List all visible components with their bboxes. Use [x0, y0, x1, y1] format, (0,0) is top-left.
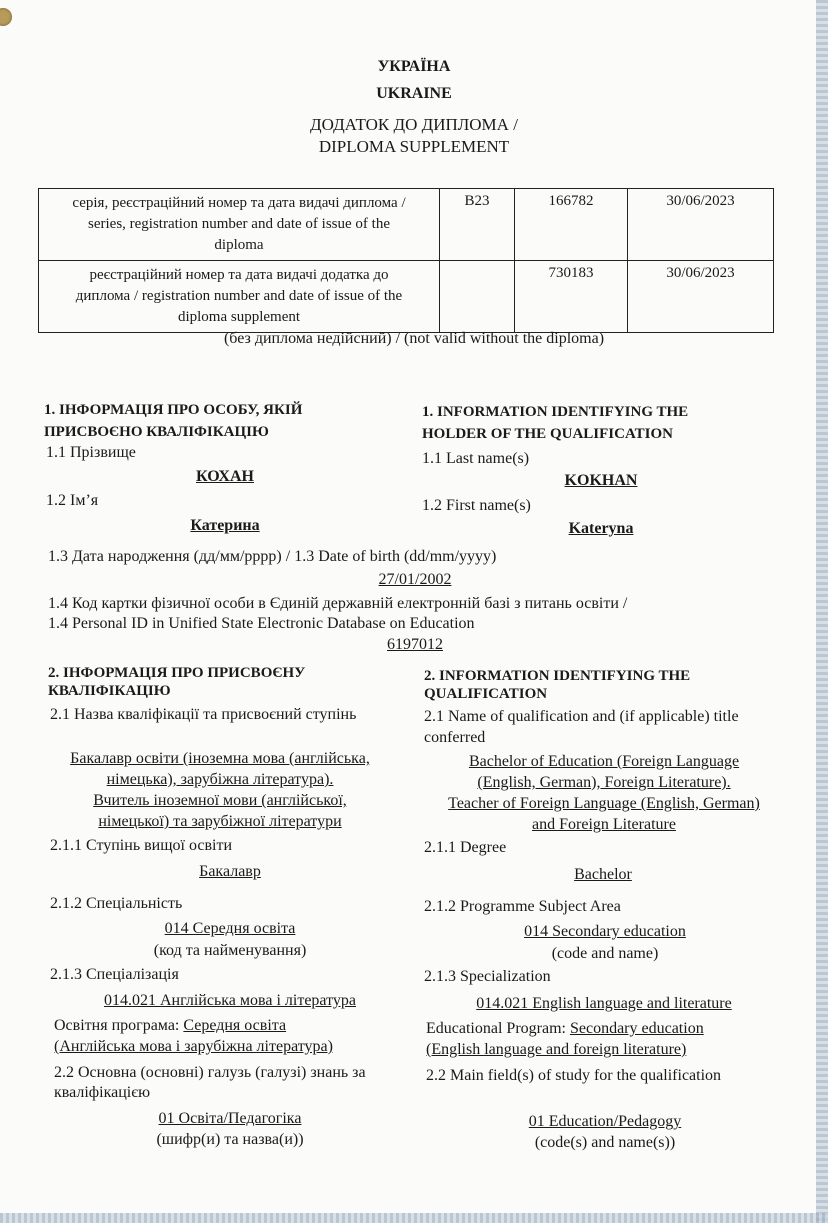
qual-en-line: (English, German), Foreign Literature). [477, 774, 731, 791]
table-cell-desc [39, 261, 440, 333]
program-value-en-1: Secondary education [569, 1020, 704, 1037]
section1-heading-uk-2: ПРИСВОЄНО КВАЛІФІКАЦІЮ [44, 424, 269, 440]
validity-note: (без диплома недійсний) / (not valid without the diploma) [223, 330, 605, 347]
country-en: UKRAINE [376, 85, 452, 102]
specialization-uk: 014.021 Англійська мова і література [104, 992, 356, 1009]
page-edge-right [816, 0, 828, 1223]
country-uk: УКРАЇНА [377, 58, 451, 75]
doc-title-uk: ДОДАТОК ДО ДИПЛОМА / [310, 115, 518, 134]
section2-heading-uk-2: КВАЛІФІКАЦІЮ [48, 683, 171, 699]
program-label-en: Educational Program: [426, 1020, 566, 1037]
qual-label-en-1: 2.1 Name of qualification and (if applicable) title [424, 708, 739, 725]
specialization-en: 014.021 English language and literature [476, 995, 732, 1012]
pid-label-2: 1.4 Personal ID in Unified State Electronic Database on Education [48, 615, 475, 632]
program-line-uk [54, 1017, 286, 1035]
desc-line: диплома / registration number and date of issue of the [75, 288, 403, 304]
qual-en-line: Bachelor of Education (Foreign Language [468, 753, 740, 770]
specialty-uk: 014 Середня освіта [164, 920, 296, 937]
desc-line: реєстраційний номер та дата видачі додатка до [89, 267, 389, 283]
table-cell-desc [39, 189, 440, 261]
qual-uk-line: Вчитель іноземної мови (англійської, [93, 792, 347, 809]
section2-heading-en-1: 2. INFORMATION IDENTIFYING THE [424, 668, 691, 684]
qual-label-uk: 2.1 Назва кваліфікації та присвоєний ступінь [50, 706, 357, 723]
section2-heading-uk-1: 2. ІНФОРМАЦІЯ ПРО ПРИСВОЄНУ [48, 665, 306, 681]
specialty-note-uk: (код та найменування) [153, 942, 307, 959]
doc-title-en: DIPLOMA SUPPLEMENT [318, 137, 510, 156]
qual-en-line: Teacher of Foreign Language (English, German) [448, 795, 760, 812]
table-cell-series: B23 [440, 189, 515, 261]
field-en: 01 Education/Pedagogy [528, 1113, 682, 1130]
program-value-en-2: (English language and foreign literature) [426, 1041, 687, 1058]
table-cell-number: 730183 [515, 261, 628, 333]
dob-label: 1.3 Дата народження (дд/мм/рррр) / 1.3 Date of birth (dd/mm/yyyy) [48, 548, 497, 565]
program-value-uk-1: Середня освіта [183, 1017, 287, 1034]
last-name-label-en: 1.1 Last name(s) [422, 450, 530, 467]
pid-label-1: 1.4 Код картки фізичної особи в Єдиній державній електронній базі з питань освіти / [48, 595, 628, 612]
qual-uk-line: німецької) та зарубіжної літератури [98, 813, 342, 830]
qual-uk-line: німецька), зарубіжна література). [106, 771, 334, 788]
degree-label-uk: 2.1.1 Ступінь вищої освіти [50, 837, 233, 854]
binding-hole [0, 8, 12, 26]
first-name-en: Kateryna [568, 520, 634, 537]
specialization-label-uk: 2.1.3 Спеціалізація [50, 966, 179, 983]
table-cell-date: 30/06/2023 [628, 261, 774, 333]
desc-line: diploma supplement [177, 309, 301, 325]
program-label-uk: Освітня програма: [54, 1017, 180, 1034]
field-label-en: 2.2 Main field(s) of study for the qualification [426, 1067, 722, 1084]
section2-heading-en-2: QUALIFICATION [424, 686, 548, 702]
last-name-uk: КОХАН [196, 468, 254, 485]
last-name-en: KOKHAN [564, 472, 638, 489]
field-note-en: (code(s) and name(s)) [534, 1134, 676, 1151]
qual-label-en-2: conferred [424, 729, 486, 746]
field-uk: 01 Освіта/Педагогіка [158, 1110, 302, 1127]
field-label-uk-1: 2.2 Основна (основні) галузь (галузі) знань за [54, 1064, 366, 1081]
table-cell-number: 166782 [515, 189, 628, 261]
desc-line: серія, реєстраційний номер та дата видачі диплома / [72, 195, 406, 211]
table-row [39, 189, 774, 261]
field-label-uk-2: кваліфікацією [54, 1084, 151, 1101]
last-name-label-uk: 1.1 Прізвище [46, 444, 136, 461]
program-value-uk-2: (Англійська мова і зарубіжна література) [54, 1038, 333, 1055]
table-cell-series [440, 261, 515, 333]
section1-heading-uk-1: 1. ІНФОРМАЦІЯ ПРО ОСОБУ, ЯКІЙ [44, 402, 303, 418]
specialty-label-en: 2.1.2 Programme Subject Area [424, 898, 621, 915]
field-note-uk: (шифр(и) та назва(и)) [156, 1131, 304, 1148]
serial-table [38, 188, 774, 333]
page-edge-bottom [0, 1213, 828, 1223]
section1-heading-en-2: HOLDER OF THE QUALIFICATION [422, 426, 674, 442]
first-name-label-uk: 1.2 Ім’я [46, 492, 99, 509]
first-name-uk: Катерина [190, 517, 260, 534]
first-name-label-en: 1.2 First name(s) [422, 497, 531, 514]
desc-line: series, registration number and date of issue of the [88, 216, 390, 232]
specialization-label-en: 2.1.3 Specialization [424, 968, 551, 985]
dob-value: 27/01/2002 [378, 571, 452, 588]
pid-value: 6197012 [387, 636, 443, 653]
section1-heading-en-1: 1. INFORMATION IDENTIFYING THE [422, 404, 689, 420]
program-line-en [426, 1020, 704, 1038]
table-row [39, 261, 774, 333]
specialty-label-uk: 2.1.2 Спеціальність [50, 895, 183, 912]
degree-en: Bachelor [574, 866, 632, 883]
specialty-note-en: (code and name) [551, 945, 659, 962]
degree-label-en: 2.1.1 Degree [424, 839, 507, 856]
qual-en-line: and Foreign Literature [532, 816, 676, 833]
specialty-en: 014 Secondary education [524, 923, 686, 940]
desc-line: diploma [214, 237, 264, 253]
table-cell-date: 30/06/2023 [628, 189, 774, 261]
degree-uk: Бакалавр [199, 863, 261, 880]
qual-uk-line: Бакалавр освіти (іноземна мова (англійська, [70, 750, 370, 767]
